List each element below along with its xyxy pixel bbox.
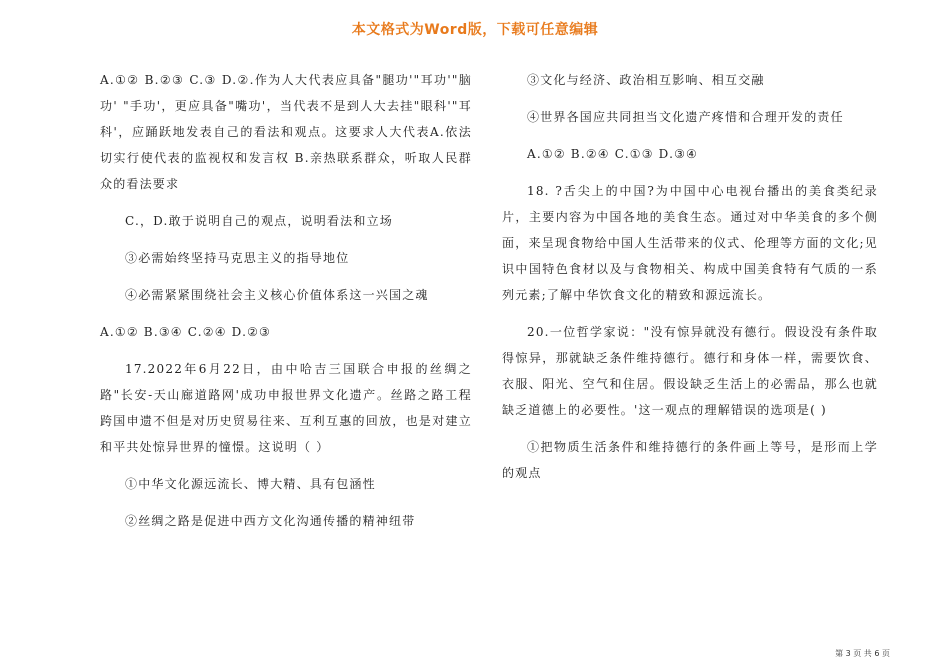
paragraph-right-6: ①把物质生活条件和维持德行的条件画上等号，是形而上学的观点 — [502, 440, 878, 480]
paragraph-right-3: A.①② B.②④ C.①③ D.③④ — [527, 147, 698, 161]
right-column — [502, 67, 878, 486]
paragraph-left-6: 17.2022年6月22日，由中哈吉三国联合申报的丝绸之路"长安-天山廊道路网'成功申报世界文化遗产。丝路之路工程跨国申遗不但是对历史贸易往来、互利互惠的回放，也是对建立和平共处惊异世界的憧憬。这说明（ ） — [100, 362, 472, 454]
paragraph-right-5: 20.一位哲学家说："没有惊异就没有德行。假设没有条件取得惊异，那就缺乏条件维持德行。德行和身体一样，需要饮食、衣服、阳光、空气和住居。假设缺乏生活上的必需品，那么也就缺乏道德上的必要性。'这一观点的理解错误的选项是( ) — [502, 325, 878, 417]
paragraph-left-3: ③必需始终坚持马克思主义的指导地位 — [125, 251, 350, 265]
paragraph-left-5: A.①② B.③④ C.②④ D.②③ — [100, 325, 271, 339]
paragraph-left-7: ①中华文化源远流长、博大精、具有包涵性 — [125, 477, 376, 491]
paragraph-left-2: C.，D.敢于说明自己的观点，说明看法和立场 — [125, 214, 393, 228]
page-number: 第 3 页 共 6 页 — [835, 649, 890, 658]
document-banner: 本文格式为Word版，下载可任意编辑 — [351, 22, 599, 38]
paragraph-right-2: ④世界各国应共同担当文化遗产疼惜和合理开发的责任 — [527, 110, 844, 124]
paragraph-right-4: 18. ?舌尖上的中国?为中国中心电视台播出的美食类纪录片，主要内容为中国各地的美食生态。通过对中华美食的多个侧面，来呈现食物给中国人生活带来的仪式、伦理等方面的文化;见识中国特色食材以及与食物相关、构成中国美食特有气质的一系列元素;了解中华饮食文化的精致和源远流长。 — [502, 184, 878, 302]
paragraph-left-8: ②丝绸之路是促进中西方文化沟通传播的精神纽带 — [125, 514, 416, 528]
paragraph-left-4: ④必需紧紧围绕社会主义核心价值体系这一兴国之魂 — [125, 288, 429, 302]
paragraph-right-1: ③文化与经济、政治相互影响、相互交融 — [527, 73, 765, 87]
paragraph-left-1: A.①② B.②③ C.③ D.②.作为人大代表应具备"腿功'"耳功'"脑功' "手功'，更应具备"嘴功'，当代表不是到人大去挂"眼科'"耳科'，应踊跃地发表自己的看法和观点。这要求人大代表A.依法切实行使代表的监视权和发言权 B.亲热联系群众，听取人民群众的看法要求 — [100, 73, 472, 191]
left-column — [100, 67, 472, 534]
